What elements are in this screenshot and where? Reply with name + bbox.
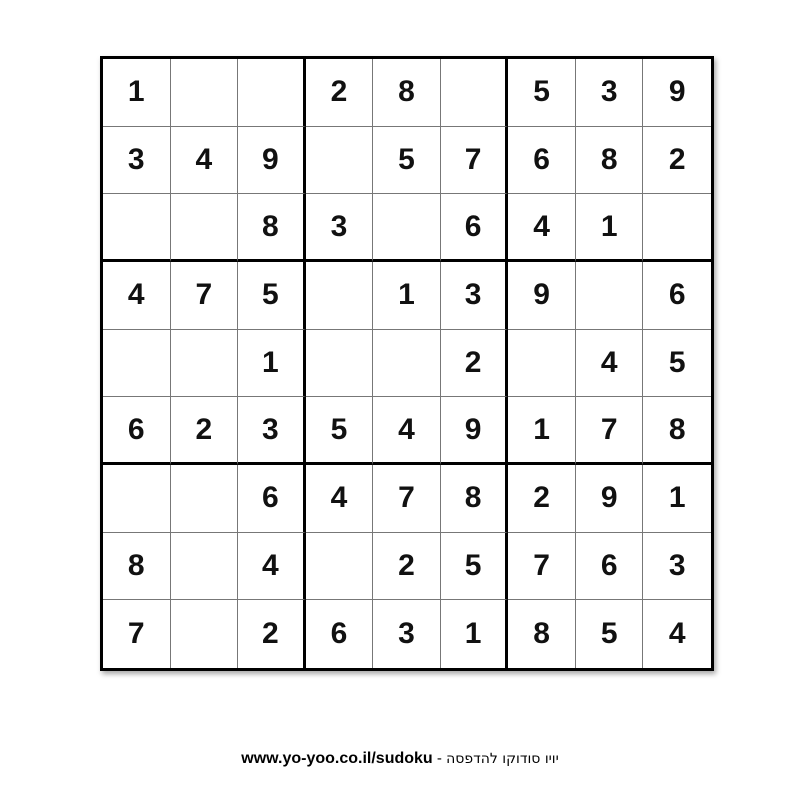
sudoku-cell[interactable] [103,194,171,262]
sudoku-cell[interactable]: 4 [373,397,441,465]
sudoku-cell[interactable] [508,330,576,398]
sudoku-cell[interactable]: 7 [508,533,576,601]
sudoku-cell[interactable]: 2 [306,59,374,127]
sudoku-cell[interactable] [103,465,171,533]
sudoku-cell[interactable]: 8 [238,194,306,262]
sudoku-cell[interactable]: 9 [643,59,711,127]
sudoku-cell[interactable] [171,59,239,127]
sudoku-cell[interactable]: 2 [238,600,306,668]
sudoku-cell[interactable]: 7 [441,127,509,195]
sudoku-cell[interactable]: 1 [373,262,441,330]
sudoku-cell[interactable]: 4 [103,262,171,330]
sudoku-cell[interactable]: 2 [373,533,441,601]
sudoku-cell[interactable] [171,194,239,262]
sudoku-cell[interactable]: 3 [103,127,171,195]
sudoku-cell[interactable]: 9 [508,262,576,330]
sudoku-cell[interactable]: 6 [576,533,644,601]
sudoku-cell[interactable]: 4 [238,533,306,601]
sudoku-cell[interactable]: 9 [576,465,644,533]
page-footer [0,750,800,768]
sudoku-cell[interactable]: 5 [373,127,441,195]
sudoku-cell[interactable]: 4 [576,330,644,398]
sudoku-cell[interactable] [306,330,374,398]
sudoku-cell[interactable] [306,262,374,330]
footer-separator: - [436,751,442,767]
sudoku-cell[interactable]: 5 [238,262,306,330]
sudoku-cell[interactable]: 5 [576,600,644,668]
sudoku-cell[interactable] [171,330,239,398]
sudoku-cell[interactable]: 1 [508,397,576,465]
sudoku-cell[interactable] [171,600,239,668]
sudoku-cell[interactable]: 2 [508,465,576,533]
sudoku-cell[interactable]: 6 [643,262,711,330]
footer-caption: יויו סודוקו להדפסה [446,751,559,767]
sudoku-cell[interactable]: 6 [306,600,374,668]
sudoku-cell[interactable]: 7 [576,397,644,465]
sudoku-cell[interactable] [306,533,374,601]
sudoku-cell[interactable]: 8 [373,59,441,127]
sudoku-cell[interactable]: 9 [238,127,306,195]
footer-url[interactable]: www.yo-yoo.co.il/sudoku [241,750,433,767]
sudoku-cell[interactable]: 2 [171,397,239,465]
sudoku-cell[interactable] [171,533,239,601]
sudoku-cell[interactable]: 4 [668,617,686,651]
sudoku-cell[interactable]: 8 [508,600,576,668]
sudoku-cell[interactable]: 3 [373,600,441,668]
sudoku-cell[interactable]: 9 [441,397,509,465]
sudoku-cell[interactable]: 4 [508,194,576,262]
sudoku-cell[interactable]: 5 [441,533,509,601]
sudoku-cell[interactable]: 8 [576,127,644,195]
sudoku-cell[interactable]: 5 [306,397,374,465]
sudoku-cell[interactable]: 4 [306,465,374,533]
sudoku-cell[interactable]: 4 [171,127,239,195]
sudoku-cell[interactable]: 2 [643,127,711,195]
sudoku-cell[interactable]: 3 [441,262,509,330]
sudoku-cell[interactable]: 8 [643,397,711,465]
sudoku-cell[interactable]: 3 [238,397,306,465]
sudoku-cell[interactable] [373,330,441,398]
sudoku-board-container [100,56,714,671]
sudoku-cell[interactable]: 7 [171,262,239,330]
sudoku-board [100,56,714,671]
sudoku-cell[interactable] [171,465,239,533]
sudoku-cell[interactable] [441,59,509,127]
sudoku-cell[interactable]: 2 [441,330,509,398]
sudoku-cell[interactable]: 3 [643,533,711,601]
sudoku-cell[interactable]: 7 [373,465,441,533]
sudoku-cell[interactable]: 8 [441,465,509,533]
sudoku-cell[interactable] [373,194,441,262]
sudoku-cell[interactable]: 1 [576,194,644,262]
sudoku-cell[interactable]: 1 [441,600,509,668]
sudoku-cell[interactable]: 6 [238,465,306,533]
sudoku-cell[interactable]: 3 [576,59,644,127]
sudoku-cell[interactable]: 7 [103,600,171,668]
sudoku-cell[interactable]: 1 [238,330,306,398]
sudoku-cell[interactable] [238,59,306,127]
sudoku-cell[interactable]: 6 [441,194,509,262]
sudoku-cell[interactable] [306,127,374,195]
sudoku-cell[interactable]: 1 [643,465,711,533]
sudoku-cell[interactable]: 5 [508,59,576,127]
sudoku-cell[interactable] [576,262,644,330]
sudoku-cell[interactable]: 5 [643,330,711,398]
sudoku-cell[interactable]: 1 [103,59,171,127]
sudoku-cell[interactable]: 8 [103,533,171,601]
sudoku-cell[interactable]: 6 [103,397,171,465]
sudoku-cell[interactable]: 6 [508,127,576,195]
sudoku-cell[interactable]: 3 [306,194,374,262]
sudoku-cell[interactable] [643,194,711,262]
sudoku-cell[interactable] [103,330,171,398]
